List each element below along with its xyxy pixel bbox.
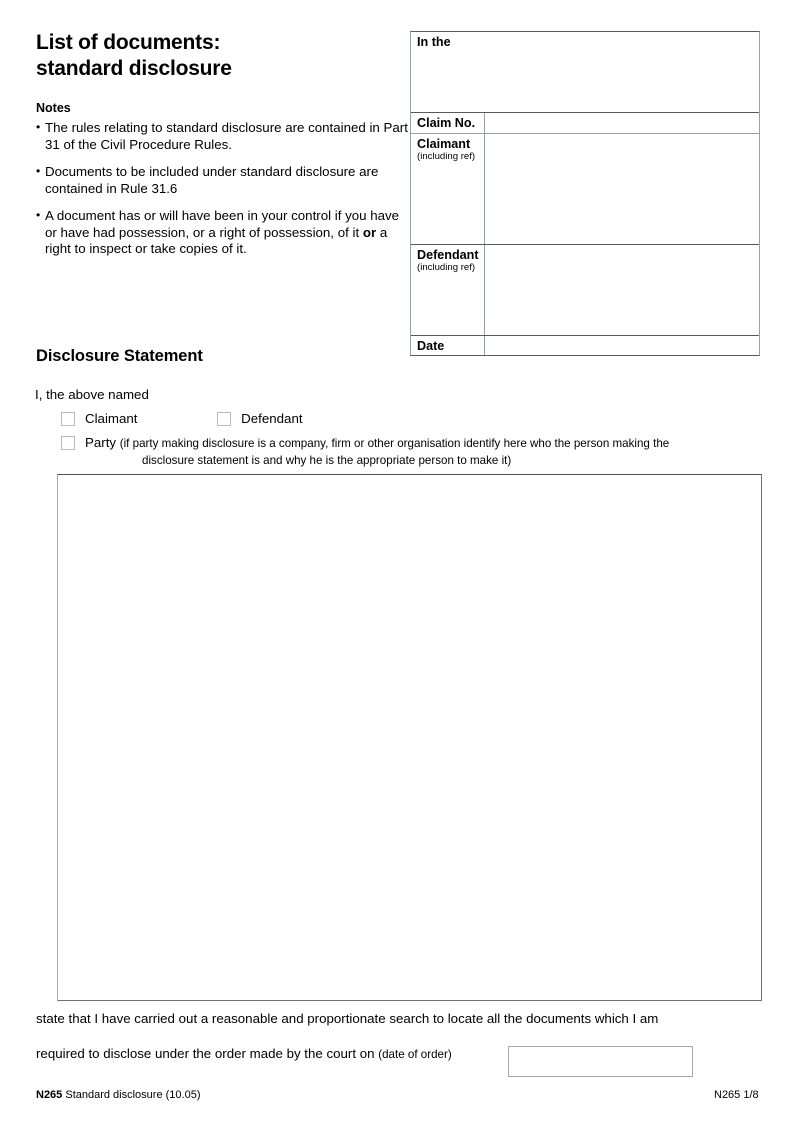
in-the-label: In the — [417, 35, 451, 49]
disclosure-statement-heading: Disclosure Statement — [36, 347, 203, 365]
table-row-claim-no — [411, 112, 759, 133]
claimant-field[interactable] — [484, 134, 759, 244]
page-title-line-2: standard disclosure — [36, 57, 232, 80]
checkbox-party-label: Party — [85, 435, 117, 450]
note-item — [36, 120, 414, 153]
claim-no-field[interactable] — [484, 113, 759, 133]
checkbox-icon[interactable] — [61, 412, 75, 426]
defendant-sublabel: (including ref) — [417, 262, 476, 273]
claim-no-label: Claim No. — [417, 116, 476, 130]
page-title-line-1: List of documents: — [36, 31, 221, 54]
party-note-line-2: disclosure statement is and why he is the appropriate person to make it) — [142, 453, 512, 467]
bullet-icon: • — [36, 120, 41, 134]
defendant-field[interactable] — [484, 245, 759, 335]
above-named-text: I, the above named — [35, 387, 149, 402]
notes-list — [36, 120, 414, 258]
table-row-in-the — [411, 32, 759, 112]
table-row-date — [411, 335, 759, 355]
notes-heading: Notes — [36, 101, 71, 115]
date-of-order-input[interactable] — [508, 1046, 693, 1077]
checkbox-claimant[interactable] — [61, 411, 137, 426]
note-text-emphasis: or — [362, 224, 377, 240]
defendant-label: Defendant (including ref) — [411, 245, 484, 335]
checkbox-claimant-label: Claimant — [85, 411, 138, 426]
court-details-table — [410, 31, 760, 356]
checkbox-party-row — [61, 435, 761, 469]
date-of-order-hint: (date of order) — [378, 1048, 452, 1061]
table-row-defendant — [411, 244, 759, 335]
checkbox-defendant[interactable] — [217, 411, 302, 426]
note-item — [36, 208, 414, 258]
closing-statement-line-1: state that I have carried out a reasonable and proportionate search to locate all the documents which I am — [36, 1011, 659, 1026]
checkbox-icon[interactable] — [61, 436, 75, 450]
bullet-icon: • — [36, 164, 41, 178]
page-title — [36, 30, 406, 82]
bullet-icon: • — [36, 208, 41, 222]
checkbox-defendant-label: Defendant — [241, 411, 303, 426]
footer-description: Standard disclosure (10.05) — [62, 1089, 201, 1101]
party-type-checkbox-row — [61, 411, 461, 429]
closing-statement-line-2 — [36, 1046, 452, 1061]
note-text-tail: a right to inspect or take copies of it. — [45, 224, 388, 256]
footer-code: N265 — [36, 1089, 63, 1101]
footer-form-code — [36, 1089, 200, 1101]
note-text: The rules relating to standard disclosure are contained in Part 31 of the Civil Procedure Rules. — [45, 120, 408, 152]
table-row-claimant — [411, 133, 759, 244]
note-text: A document has or will have been in your control if you have or have had possession, or a right of possession, of it — [45, 208, 400, 240]
party-description — [85, 435, 669, 469]
party-note-line-1: (if party making disclosure is a company, firm or other organisation identify here who the person making the — [119, 437, 670, 450]
claimant-sublabel: (including ref) — [417, 151, 476, 162]
note-text: Documents to be included under standard disclosure are contained in Rule 31.6 — [45, 164, 379, 196]
checkbox-icon[interactable] — [217, 412, 231, 426]
note-item — [36, 164, 414, 197]
checkbox-party[interactable] — [61, 435, 761, 469]
date-field[interactable] — [484, 336, 759, 355]
date-label: Date — [417, 339, 445, 353]
footer-page-ref: N265 1/8 — [714, 1089, 759, 1101]
claimant-label: Claimant (including ref) — [411, 134, 484, 244]
party-description-textarea[interactable] — [57, 474, 762, 1001]
closing-statement-line-2-text: required to disclose under the order made by the court on — [36, 1046, 379, 1061]
